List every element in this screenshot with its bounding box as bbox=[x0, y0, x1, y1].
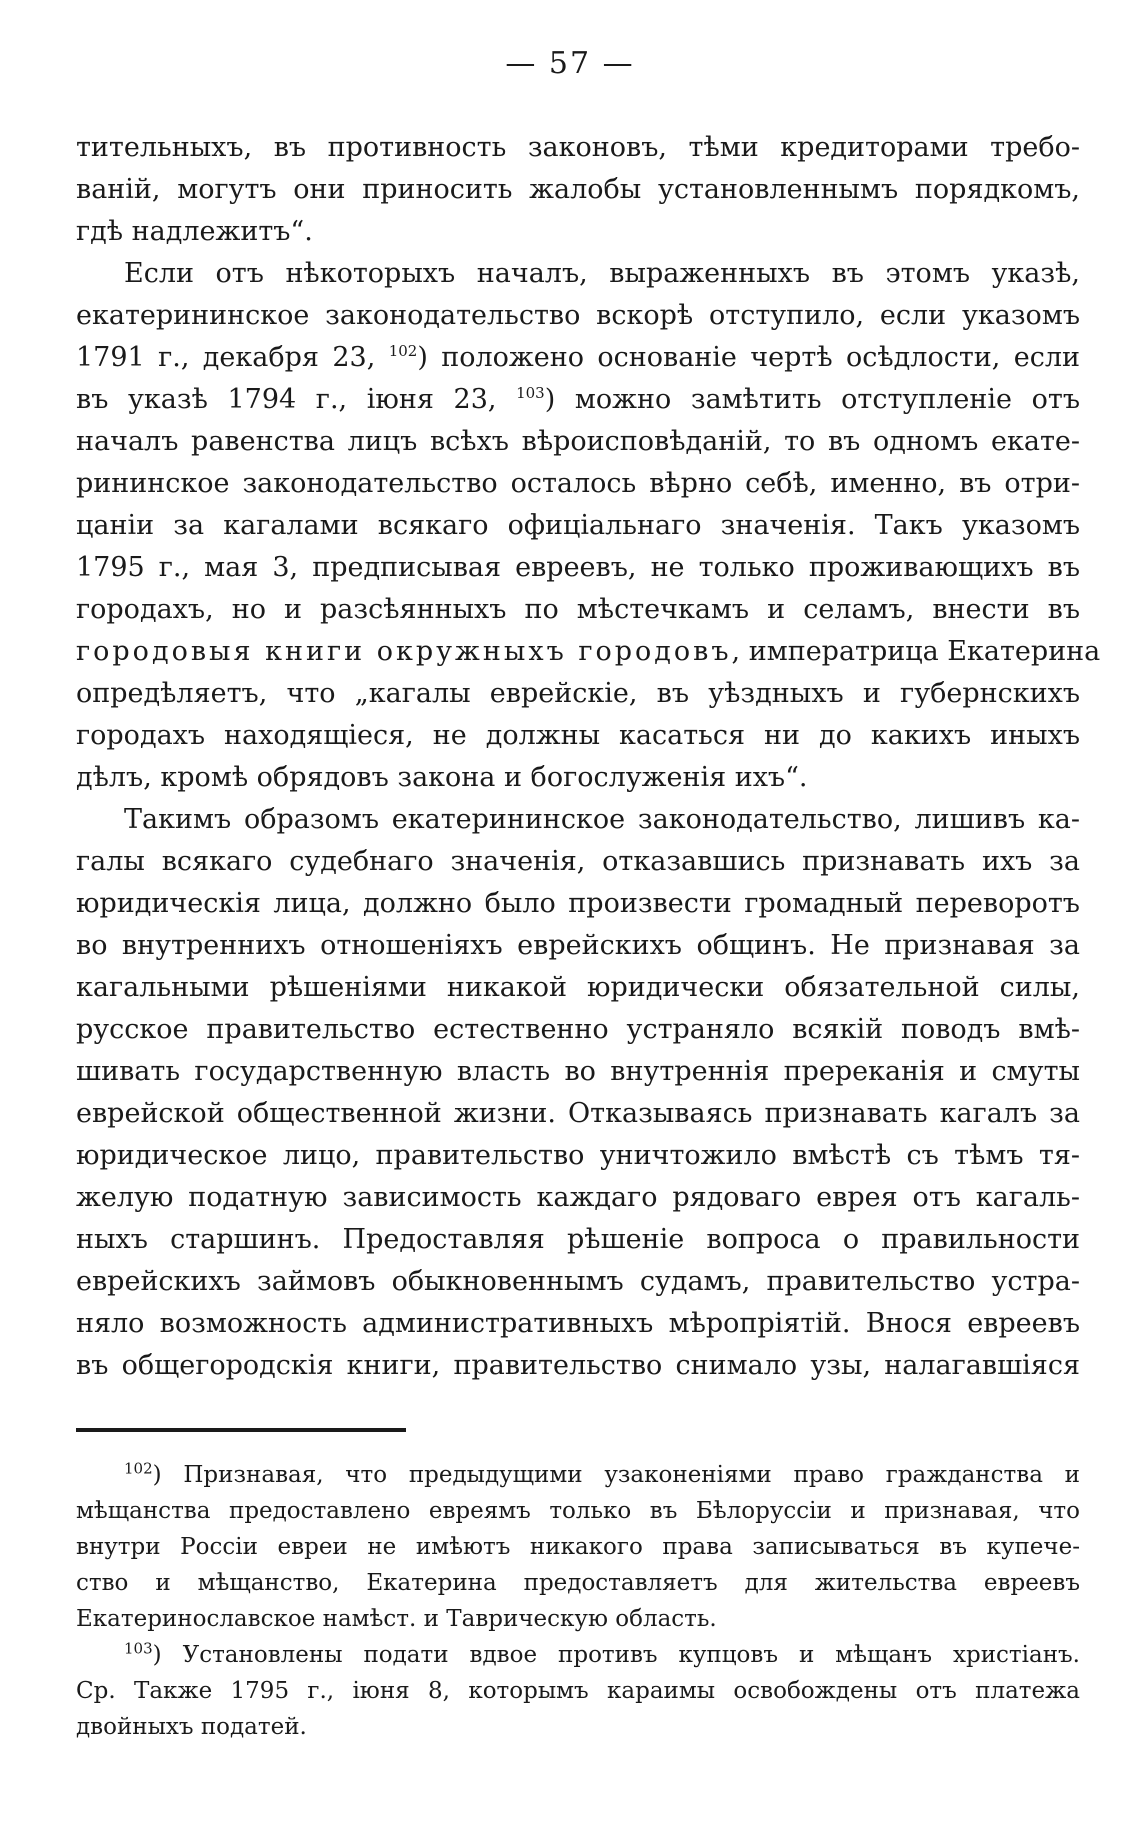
text-line: цаніи за кагалами всякаго офиціальнаго значенія. Такъ указомъ bbox=[76, 510, 1080, 541]
text-line: Такимъ образомъ екатерининское законодательство, лишивъ ка- bbox=[124, 804, 1080, 835]
text-line: юридическое лицо, правительство уничтожило вмѣстѣ съ тѣмъ тя- bbox=[76, 1140, 1080, 1171]
text-line: рининское законодательство осталось вѣрно себѣ, именно, въ отри- bbox=[76, 468, 1080, 499]
text-line: началъ равенства лицъ всѣхъ вѣроисповѣданій, то въ одномъ екате- bbox=[76, 426, 1080, 457]
text-line: желую податную зависимость каждаго рядоваго еврея отъ кагаль- bbox=[76, 1182, 1080, 1213]
footnote-line: ство и мѣщанство, Екатерина предоставляетъ для жительства евреевъ bbox=[76, 1570, 1080, 1596]
text-line: тительныхъ, въ противность законовъ, тѣми кредиторами требо- bbox=[76, 132, 1080, 163]
text-line: шивать государственную власть во внутреннія пререканія и смуты bbox=[76, 1056, 1080, 1087]
footnote-line: двойныхъ податей. bbox=[76, 1714, 307, 1740]
footnote-line bbox=[76, 1457, 1080, 1493]
text-line: дѣлъ, кромѣ обрядовъ закона и богослуженія ихъ“. bbox=[76, 762, 808, 793]
text-line: екатерининское законодательство вскорѣ отступило, если указомъ bbox=[76, 300, 1080, 331]
text-line: въ общегородскія книги, правительство снимало узы, налагавшіяся bbox=[76, 1350, 1080, 1381]
text-fragment: ) Установлены подати вдвое противъ купцовъ и мѣщанъ христіанъ. bbox=[152, 1642, 1080, 1668]
footnote-line: Екатеринославское намѣст. и Таврическую область. bbox=[76, 1606, 717, 1632]
text-line: юридическія лица, должно было произвести громадный переворотъ bbox=[76, 888, 1080, 919]
text-line bbox=[76, 631, 1101, 673]
text-line: галы всякаго судебнаго значенія, отказавшись признавать ихъ за bbox=[76, 846, 1080, 877]
spaced-emphasis: городовыя книги окружныхъ городовъ bbox=[76, 636, 732, 667]
footnotes bbox=[76, 1457, 1080, 1745]
text-fragment: въ указѣ 1794 г., іюня 23, bbox=[76, 384, 517, 415]
text-fragment: , императрица Екатерина bbox=[731, 636, 1101, 667]
text-line bbox=[76, 337, 1080, 379]
footnote-line: Ср. Также 1795 г., іюня 8, которымъ караимы освобождены отъ платежа bbox=[76, 1678, 1080, 1704]
text-line: еврейскихъ займовъ обыкновеннымъ судамъ, правительство устра- bbox=[76, 1266, 1080, 1297]
footnote-line bbox=[76, 1637, 1080, 1673]
page-number: — 57 — bbox=[505, 46, 635, 81]
text-line: русское правительство естественно устраняло всякій поводъ вмѣ- bbox=[76, 1014, 1080, 1045]
text-line: опредѣляетъ, что „кагалы еврейскіе, въ уѣздныхъ и губернскихъ bbox=[76, 678, 1080, 709]
text-line: ныхъ старшинъ. Предоставляя рѣшеніе вопроса о правильности bbox=[76, 1224, 1080, 1255]
footnote-line: мѣщанства предоставлено евреямъ только въ Бѣлоруссіи и признавая, что bbox=[76, 1498, 1080, 1524]
footnote-divider bbox=[76, 1428, 406, 1432]
footnote-line: внутри Россіи евреи не имѣютъ никакого права записываться въ купече- bbox=[76, 1534, 1080, 1560]
footnote-ref-102: 102 bbox=[388, 342, 418, 360]
text-line: городахъ, но и разсѣянныхъ по мѣстечкамъ и селамъ, внести въ bbox=[76, 594, 1080, 625]
text-line: еврейской общественной жизни. Отказываясь признавать кагалъ за bbox=[76, 1098, 1080, 1129]
text-line bbox=[76, 379, 1080, 421]
text-line: няло возможность административныхъ мѣропріятій. Внося евреевъ bbox=[76, 1308, 1080, 1339]
text-fragment: 1791 г., декабря 23, bbox=[76, 342, 389, 373]
footnote-ref-103: 103 bbox=[516, 384, 545, 402]
text-line: городахъ находящіеся, не должны касаться ни до какихъ иныхъ bbox=[76, 720, 1080, 751]
text-line: ваній, могутъ они приносить жалобы установленнымъ порядкомъ, bbox=[76, 174, 1080, 205]
text-line: Если отъ нѣкоторыхъ началъ, выраженныхъ въ этомъ указѣ, bbox=[124, 258, 1080, 289]
body-text bbox=[76, 127, 1101, 1387]
text-fragment: ) положено основаніе чертѣ осѣдлости, если bbox=[417, 342, 1080, 373]
footnote-marker-102: 102 bbox=[124, 1459, 153, 1478]
footnote-marker-103: 103 bbox=[124, 1639, 153, 1658]
text-line: 1795 г., мая 3, предписывая евреевъ, не только проживающихъ въ bbox=[76, 552, 1080, 583]
text-line: во внутреннихъ отношеніяхъ еврейскихъ общинъ. Не признавая за bbox=[76, 930, 1080, 961]
text-line: кагальными рѣшеніями никакой юридически обязательной силы, bbox=[76, 972, 1080, 1003]
text-fragment: ) можно замѣтить отступленіе отъ bbox=[544, 384, 1081, 415]
text-line: гдѣ надлежитъ“. bbox=[76, 216, 313, 247]
text-fragment: ) Признавая, что предыдущими узаконеніями право гражданства и bbox=[152, 1462, 1080, 1488]
